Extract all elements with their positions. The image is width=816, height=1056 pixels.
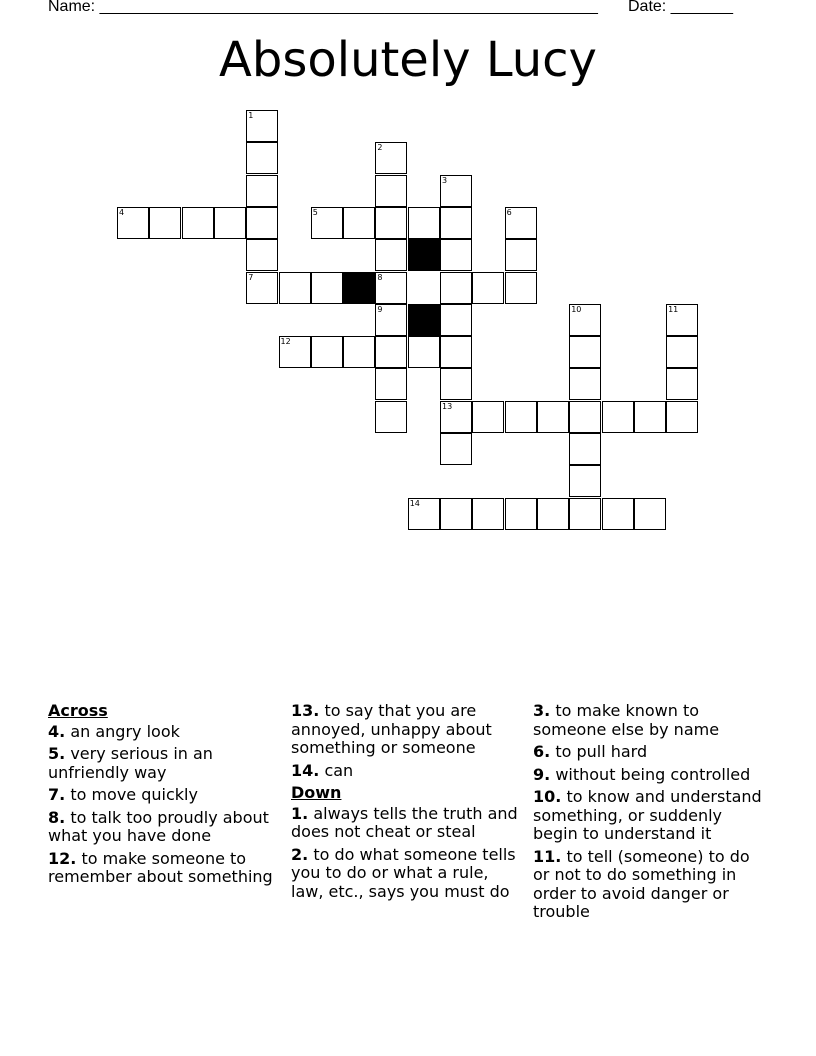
grid-cell[interactable] [569,401,601,433]
grid-cell[interactable] [375,207,407,239]
grid-cell[interactable] [440,368,472,400]
clue-number: 7 [248,272,254,282]
clue-item [291,846,523,902]
clue-number: 6 [506,207,512,217]
grid-cell[interactable] [311,207,343,239]
clue-number: 2 [377,143,383,153]
clue-item [533,848,765,922]
grid-cell[interactable] [537,401,569,433]
date-field-label[interactable]: Date: _______ [628,0,733,15]
grid-cell[interactable] [440,498,472,530]
grid-cell[interactable] [311,336,343,368]
clue-item-text: to pull hard [555,742,648,761]
clue-item-number: 12. [48,848,77,868]
grid-cell-black [408,239,440,271]
name-field-label[interactable]: Name: ________________________________________________________ [48,0,598,15]
grid-cell[interactable] [537,498,569,530]
clue-item-text: an angry look [70,721,180,741]
grid-cell[interactable] [375,239,407,271]
clue-item [291,702,523,758]
grid-cell[interactable] [569,368,601,400]
clue-item-number: 6. [533,742,551,761]
grid-cell[interactable] [569,304,601,336]
clue-item-number: 11. [533,846,562,866]
clue-number: 1 [248,111,254,120]
grid-cell[interactable] [666,304,698,336]
grid-cell[interactable] [246,175,278,207]
grid-cell[interactable] [408,336,440,368]
clue-number: 10 [571,304,582,314]
clue-number: 13 [442,401,453,411]
clue-item [533,766,765,785]
grid-cell[interactable] [472,401,504,433]
grid-cell[interactable] [375,304,407,336]
clue-item [533,788,765,844]
grid-cell[interactable] [440,207,472,239]
grid-cell[interactable] [440,272,472,304]
clue-number: 12 [280,337,291,347]
clue-item-number: 8. [48,807,66,827]
clue-item-text: to talk too proudly about what you have done [48,807,269,845]
clues-column-1 [48,702,280,891]
grid-cell[interactable] [440,239,472,271]
clue-item-text: to say that you are annoyed, unhappy about something or someone [291,701,492,757]
clue-item-number: 1. [291,803,309,823]
grid-cell[interactable] [343,336,375,368]
clue-item-number: 5. [48,744,66,763]
grid-cell[interactable] [569,336,601,368]
clue-item [533,702,765,739]
clue-item-number: 3. [533,701,551,720]
clue-number: 11 [668,304,679,314]
clue-item [291,805,523,842]
clue-number: 14 [409,498,420,508]
grid-cell[interactable] [666,401,698,433]
clue-item-text: to do what someone tells you to do or what a rule, law, etc., says you must do [291,844,516,901]
grid-cell[interactable] [246,272,278,304]
clue-number: 9 [377,304,383,314]
clue-number: 4 [119,207,125,217]
clue-item [533,743,765,762]
clue-item-text: to know and understand something, or suddenly begin to understand it [533,787,762,843]
grid-cell[interactable] [246,239,278,271]
grid-cell[interactable] [666,368,698,400]
clue-item-text: can [324,760,354,780]
grid-cell[interactable] [408,207,440,239]
grid-cell[interactable] [343,207,375,239]
clue-item [48,745,280,782]
clues-column-3 [533,702,765,926]
clue-number: 8 [377,272,383,282]
grid-cell[interactable] [505,498,537,530]
grid-cell[interactable] [246,207,278,239]
grid-cell[interactable] [472,272,504,304]
clue-item [291,762,523,781]
grid-cell[interactable] [440,304,472,336]
clue-item-text: to make someone to remember about something [48,848,273,886]
down-heading: Down [291,783,342,802]
clue-item-number: 2. [291,844,309,864]
grid-cell[interactable] [602,401,634,433]
grid-cell[interactable] [634,498,666,530]
clues-column-2 [291,702,523,905]
clue-item [48,809,280,846]
grid-cell[interactable] [375,368,407,400]
clue-item-text: always tells the truth and does not cheat or steal [291,803,518,841]
grid-cell[interactable] [182,207,214,239]
grid-cell[interactable] [246,110,278,142]
puzzle-title: Absolutely Lucy [219,32,597,88]
clue-item [48,723,280,742]
clue-item-number: 9. [533,764,551,784]
grid-cell[interactable] [472,498,504,530]
grid-cell[interactable] [246,142,278,174]
grid-cell[interactable] [634,401,666,433]
grid-cell[interactable] [440,433,472,465]
grid-cell[interactable] [666,336,698,368]
grid-cell-black [408,304,440,336]
clue-item-number: 10. [533,787,562,806]
grid-cell[interactable] [505,401,537,433]
grid-cell[interactable] [279,336,311,368]
grid-cell[interactable] [375,175,407,207]
clue-number: 3 [442,175,448,185]
grid-cell[interactable] [602,498,634,530]
grid-cell[interactable] [505,272,537,304]
grid-cell[interactable] [149,207,181,239]
clue-item-text: to make known to someone else by name [533,701,720,739]
grid-cell-black [343,272,375,304]
grid-cell[interactable] [279,272,311,304]
grid-cell[interactable] [117,207,149,239]
grid-cell[interactable] [440,175,472,207]
grid-cell[interactable] [375,142,407,174]
clue-item-number: 4. [48,721,66,741]
grid-cell[interactable] [569,498,601,530]
clue-item-text: to move quickly [70,785,198,804]
clue-item [48,786,280,805]
clue-item-text: to tell (someone) to do or not to do something in order to avoid danger or trouble [533,846,750,921]
clue-item-number: 7. [48,785,66,804]
grid-cell[interactable] [505,239,537,271]
grid-cell[interactable] [569,465,601,497]
clue-number: 5 [312,207,318,217]
grid-cell[interactable] [505,207,537,239]
grid-cell[interactable] [375,401,407,433]
clue-item [48,850,280,887]
grid-cell[interactable] [375,336,407,368]
grid-cell[interactable] [311,272,343,304]
grid-cell[interactable] [569,433,601,465]
clue-item-number: 13. [291,701,320,720]
clue-item-text: without being controlled [555,764,751,784]
grid-cell[interactable] [440,336,472,368]
grid-cell[interactable] [214,207,246,239]
clue-item-number: 14. [291,760,320,780]
grid-cell[interactable] [440,401,472,433]
clue-item-text: very serious in an unfriendly way [48,744,213,782]
grid-cell[interactable] [375,272,407,304]
across-heading: Across [48,701,108,720]
grid-cell[interactable] [408,498,440,530]
